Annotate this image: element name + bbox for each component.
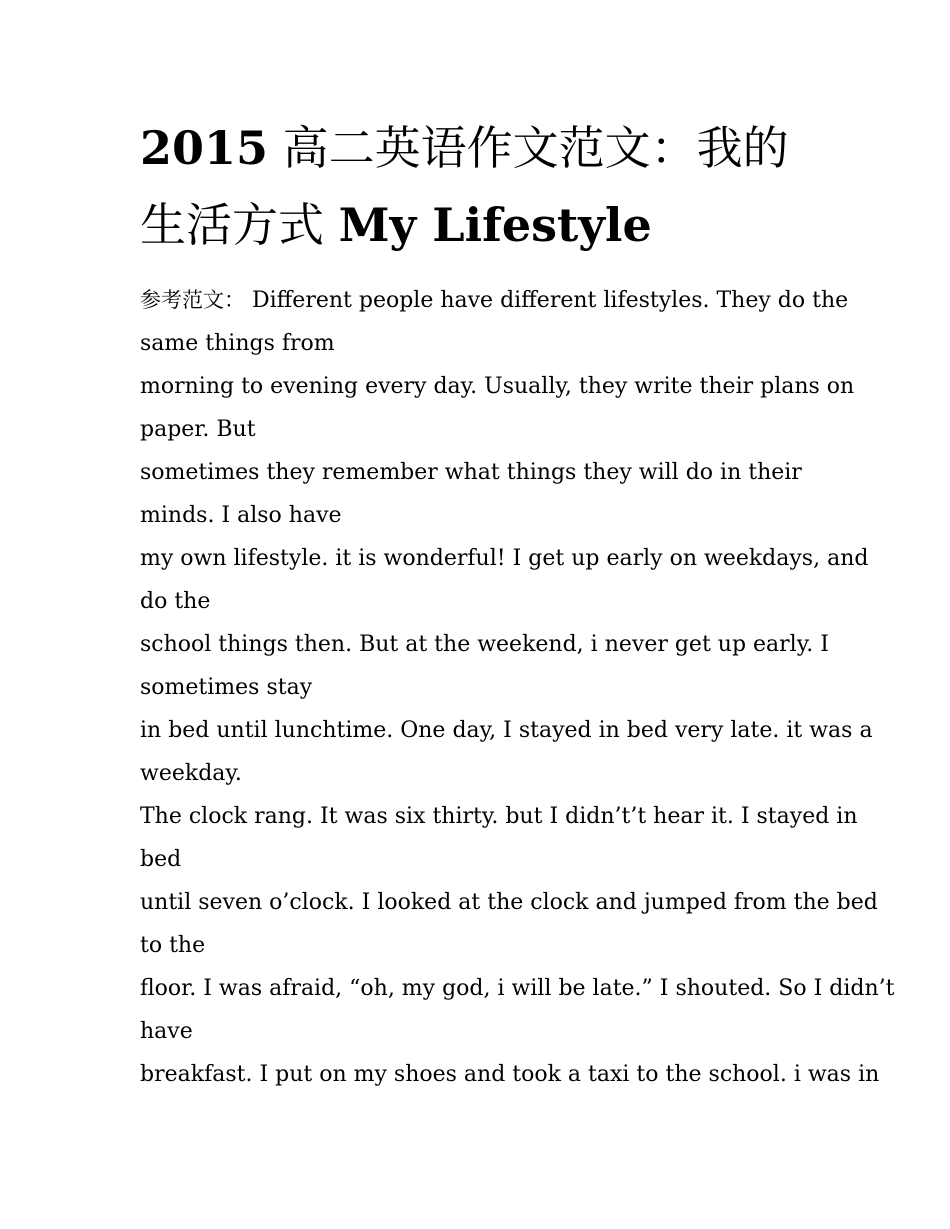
essay-line [140,279,849,322]
title-english: My Lifestyle [338,198,652,252]
document-title [140,110,820,264]
essay-line: minds. I also have [140,503,342,528]
essay-line: until seven o’clock. I looked at the clock and jumped from the bed [140,890,878,915]
essay-line: do the [140,589,211,614]
essay-line: school things then. But at the weekend, i never get up early. I [140,632,829,657]
essay-line: have [140,1019,193,1044]
title-year: 2015 [140,121,269,175]
essay-line: to the [140,933,206,958]
essay-line: morning to evening every day. Usually, they write their plans on [140,374,855,399]
essay-line: my own lifestyle. it is wonderful! I get up early on weekdays, and [140,546,869,571]
essay-line: floor. I was afraid, “oh, my god, i will be late.” I shouted. So I didn’t [140,976,895,1001]
essay-line: breakfast. I put on my shoes and took a taxi to the school. i was in [140,1062,880,1087]
title-chinese: 高二英语作文范文：我的生活方式 [140,121,789,252]
reference-label: 参考范文： [140,288,245,312]
essay-line: The clock rang. It was six thirty. but I didn’t’t hear it. I stayed in [140,804,858,829]
essay-line-text: Different people have different lifestyles. They do the [245,288,849,313]
essay-body [140,279,895,1096]
essay-line: in bed until lunchtime. One day, I stayed in bed very late. it was a [140,718,873,743]
essay-line: weekday. [140,761,242,786]
essay-line: same things from [140,331,335,356]
essay-line: sometimes they remember what things they will do in their [140,460,802,485]
essay-line: bed [140,847,182,872]
essay-line: sometimes stay [140,675,313,700]
essay-line: paper. But [140,417,256,442]
